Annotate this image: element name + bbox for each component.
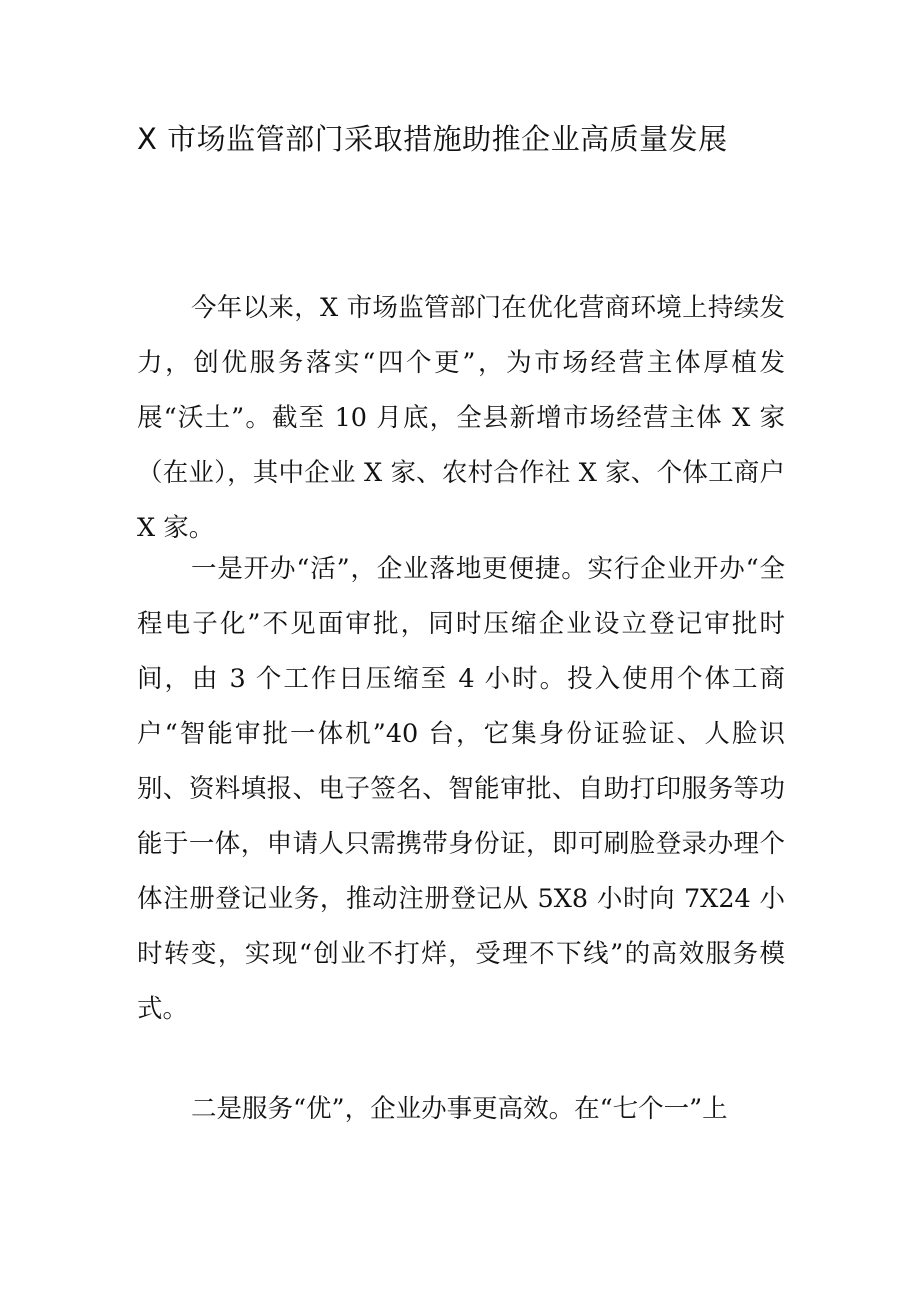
paragraph-point-two: 二是服务“优”，企业办事更高效。在“七个一”上: [191, 1094, 728, 1124]
paragraph-intro: 今年以来，X 市场监管部门在优化营商环境上持续发力，创优服务落实“四个更”，为市场经营主体厚植发展“沃土”。截至 10 月底，全县新增市场经营主体 X 家（在业），其中企业 X 家、农村合作社 X 家、个体工商户 X 家。: [137, 293, 785, 543]
paragraph-point-one: 一是开办“活”，企业落地更便捷。实行企业开办“全程电子化”不见面审批，同时压缩企业设立登记审批时间，由 3 个工作日压缩至 4 小时。投入使用个体工商户“智能审批一体机”40 台，它集身份证验证、人脸识别、资料填报、电子签名、智能审批、自助打印服务等功能于一体，申请人只需携带身份证，即可刷脸登录办理个体注册登记业务，推动注册登记从 5X8 小时向 7X24 小时转变，实现“创业不打烊，受理不下线”的高效服务模式。: [137, 554, 785, 1024]
document-title: X 市场监管部门采取措施助推企业高质量发展: [137, 122, 728, 156]
